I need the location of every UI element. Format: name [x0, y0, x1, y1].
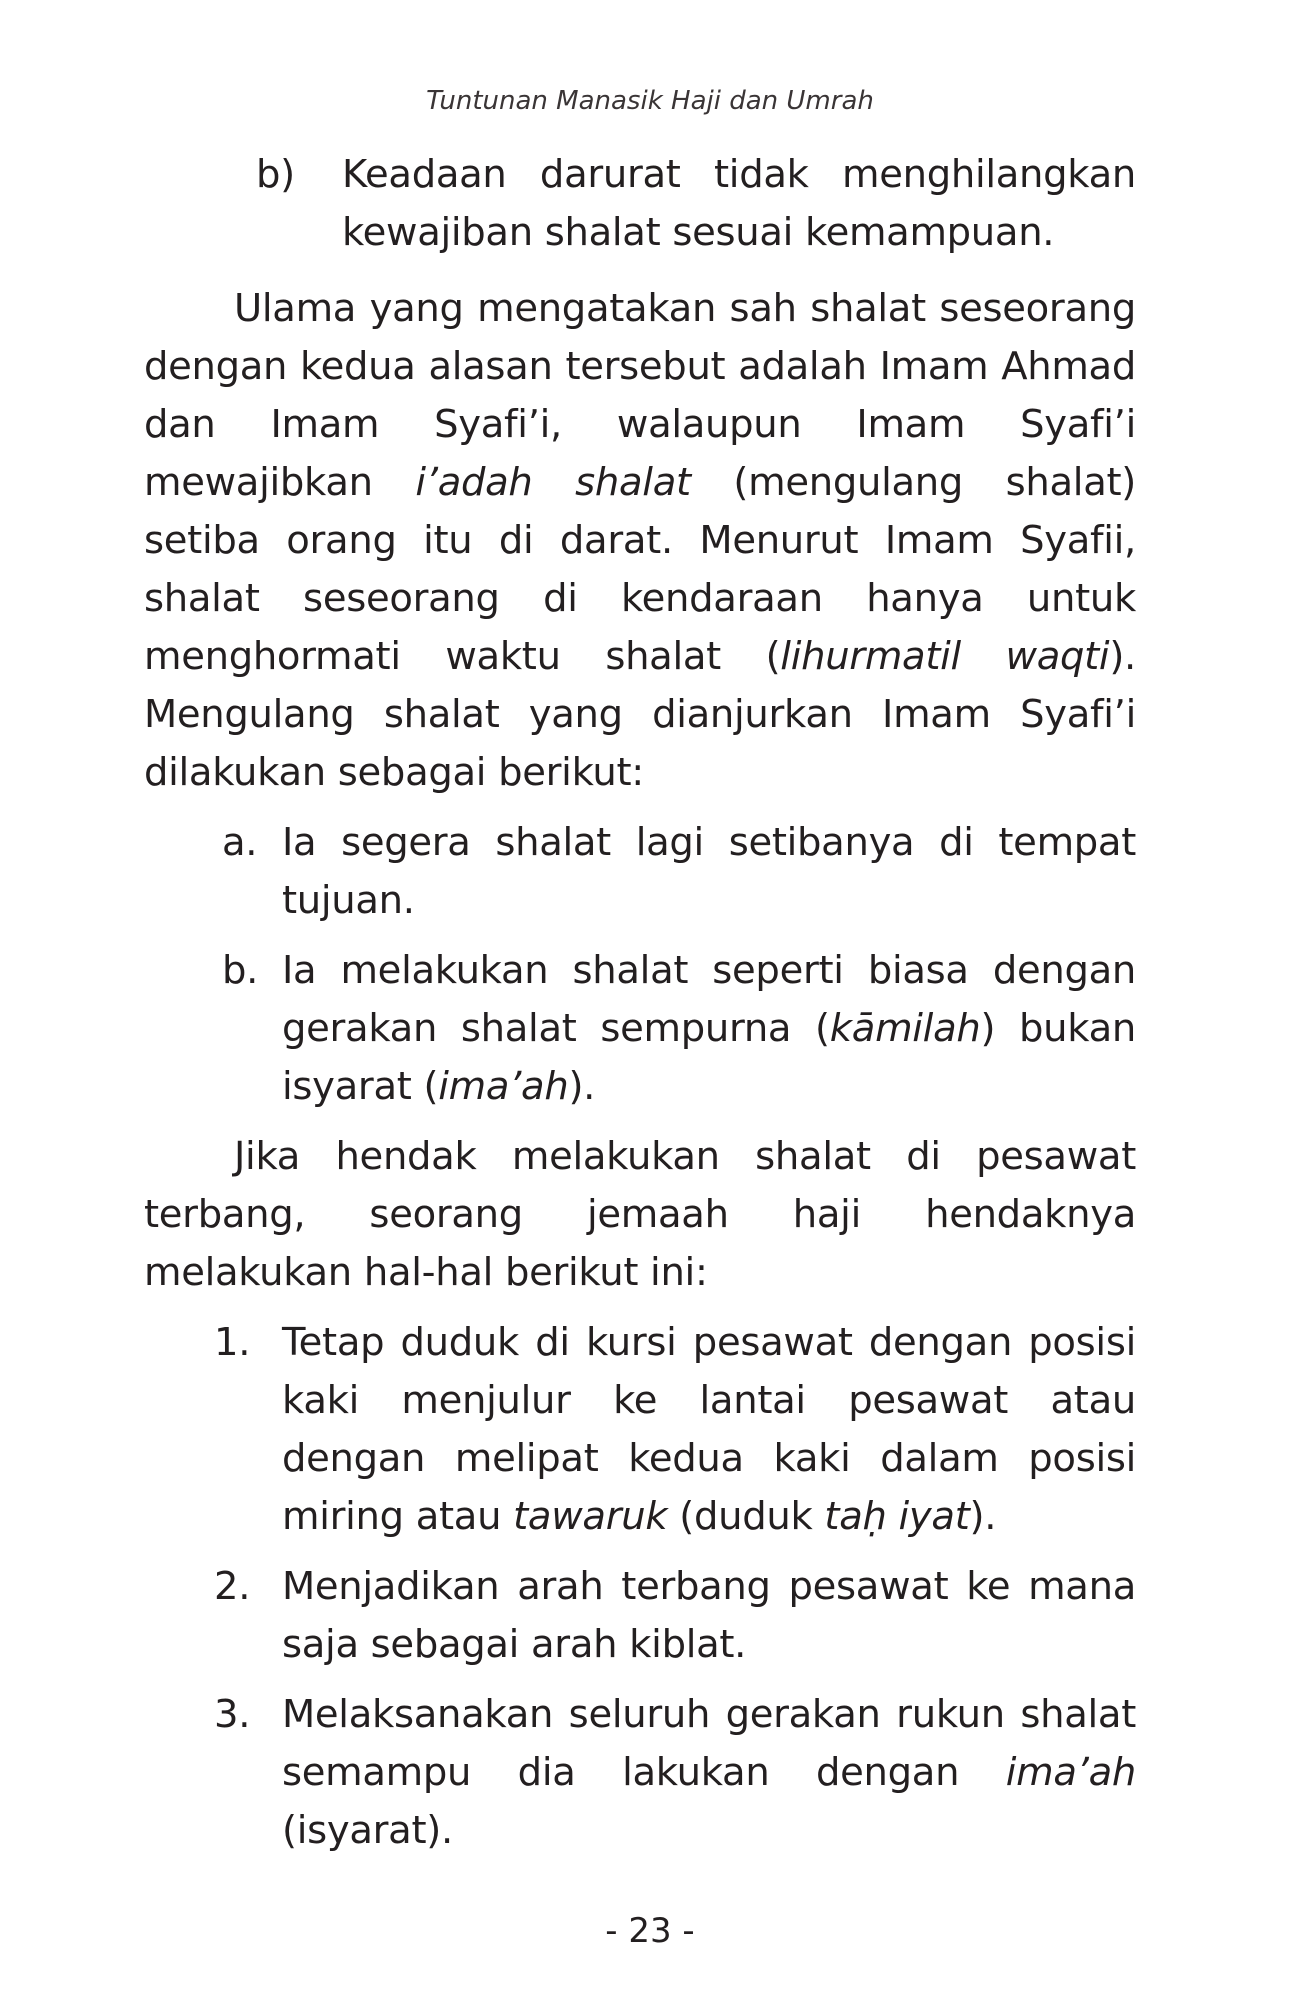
- list-marker: 1.: [214, 1320, 251, 1365]
- item-text: ).: [969, 1494, 997, 1539]
- list-item-text: Keadaan darurat tidak menghilangkan kewajiban shalat sesuai kemampuan.: [342, 152, 1136, 255]
- list-marker: a.: [222, 820, 258, 865]
- list-item-text: Menjadikan arah terbang pesawat ke mana saja sebagai arah kiblat.: [282, 1564, 1136, 1667]
- list-item-text: [282, 1686, 1136, 1860]
- item-text: (isyarat).: [282, 1808, 453, 1853]
- italic-term: lihurmatil waqti: [780, 634, 1110, 679]
- list-marker: b): [256, 152, 295, 197]
- italic-term: i’adah shalat: [415, 460, 691, 505]
- list-item-b: [144, 942, 1136, 1116]
- item-text: ).: [568, 1064, 596, 1109]
- list-marker: b.: [222, 948, 259, 993]
- list-item-text: Ia segera shalat lagi setibanya di tempat tujuan.: [282, 820, 1136, 923]
- numbered-item-3: [144, 1686, 1136, 1860]
- italic-term: ima’ah: [438, 1064, 569, 1109]
- italic-term: kāmilah: [829, 1006, 981, 1051]
- page-number: - 23 -: [605, 1911, 695, 1951]
- numbered-item-1: [144, 1314, 1136, 1546]
- italic-term: ima’ah: [1005, 1750, 1136, 1795]
- item-text: (duduk: [667, 1494, 825, 1539]
- list-item-text: [282, 942, 1136, 1116]
- running-header: Tuntunan Manasik Haji dan Umrah: [426, 86, 874, 116]
- italic-term: tawaruk: [513, 1494, 668, 1539]
- paragraph: [144, 280, 1136, 802]
- item-text: ) bukan isyarat (: [282, 1006, 1136, 1109]
- paragraph-text: Ulama yang mengatakan sah shalat seseorang dengan kedua alasan tersebut adalah Imam Ahmad dan Imam Syafi’i, walaupun Imam Syafi’i mewajibkan: [144, 286, 1136, 505]
- numbered-item-2: [144, 1558, 1136, 1674]
- page-body: [144, 146, 1136, 1860]
- paragraph-text: ). Mengulang shalat yang dianjurkan Imam Syafi’i dilakukan sebagai berikut:: [144, 634, 1136, 795]
- list-marker: 2.: [214, 1564, 251, 1609]
- paragraph: Jika hendak melakukan shalat di pesawat terbang, seorang jemaah haji hendaknya melakukan hal-hal berikut ini:: [144, 1134, 1136, 1295]
- item-text: Melaksanakan seluruh gerakan rukun shalat semampu dia lakukan dengan: [282, 1692, 1136, 1795]
- item-text: Tetap duduk di kursi pesawat dengan posisi kaki menjulur ke lantai pesawat atau dengan melipat kedua kaki dalam posisi miring atau: [282, 1320, 1136, 1539]
- list-marker: 3.: [214, 1692, 251, 1737]
- item-text: Ia melakukan shalat seperti biasa dengan gerakan shalat sempurna (: [282, 948, 1136, 1051]
- list-item-b-paren: [144, 146, 1136, 262]
- list-item-a: [144, 814, 1136, 930]
- list-item-text: [282, 1314, 1136, 1546]
- italic-term: taḥ iyat: [824, 1494, 970, 1539]
- paragraph-text: (mengulang shalat) setiba orang itu di darat. Menurut Imam Syafii, shalat seseorang di kendaraan hanya untuk menghormati waktu shalat (: [144, 460, 1137, 679]
